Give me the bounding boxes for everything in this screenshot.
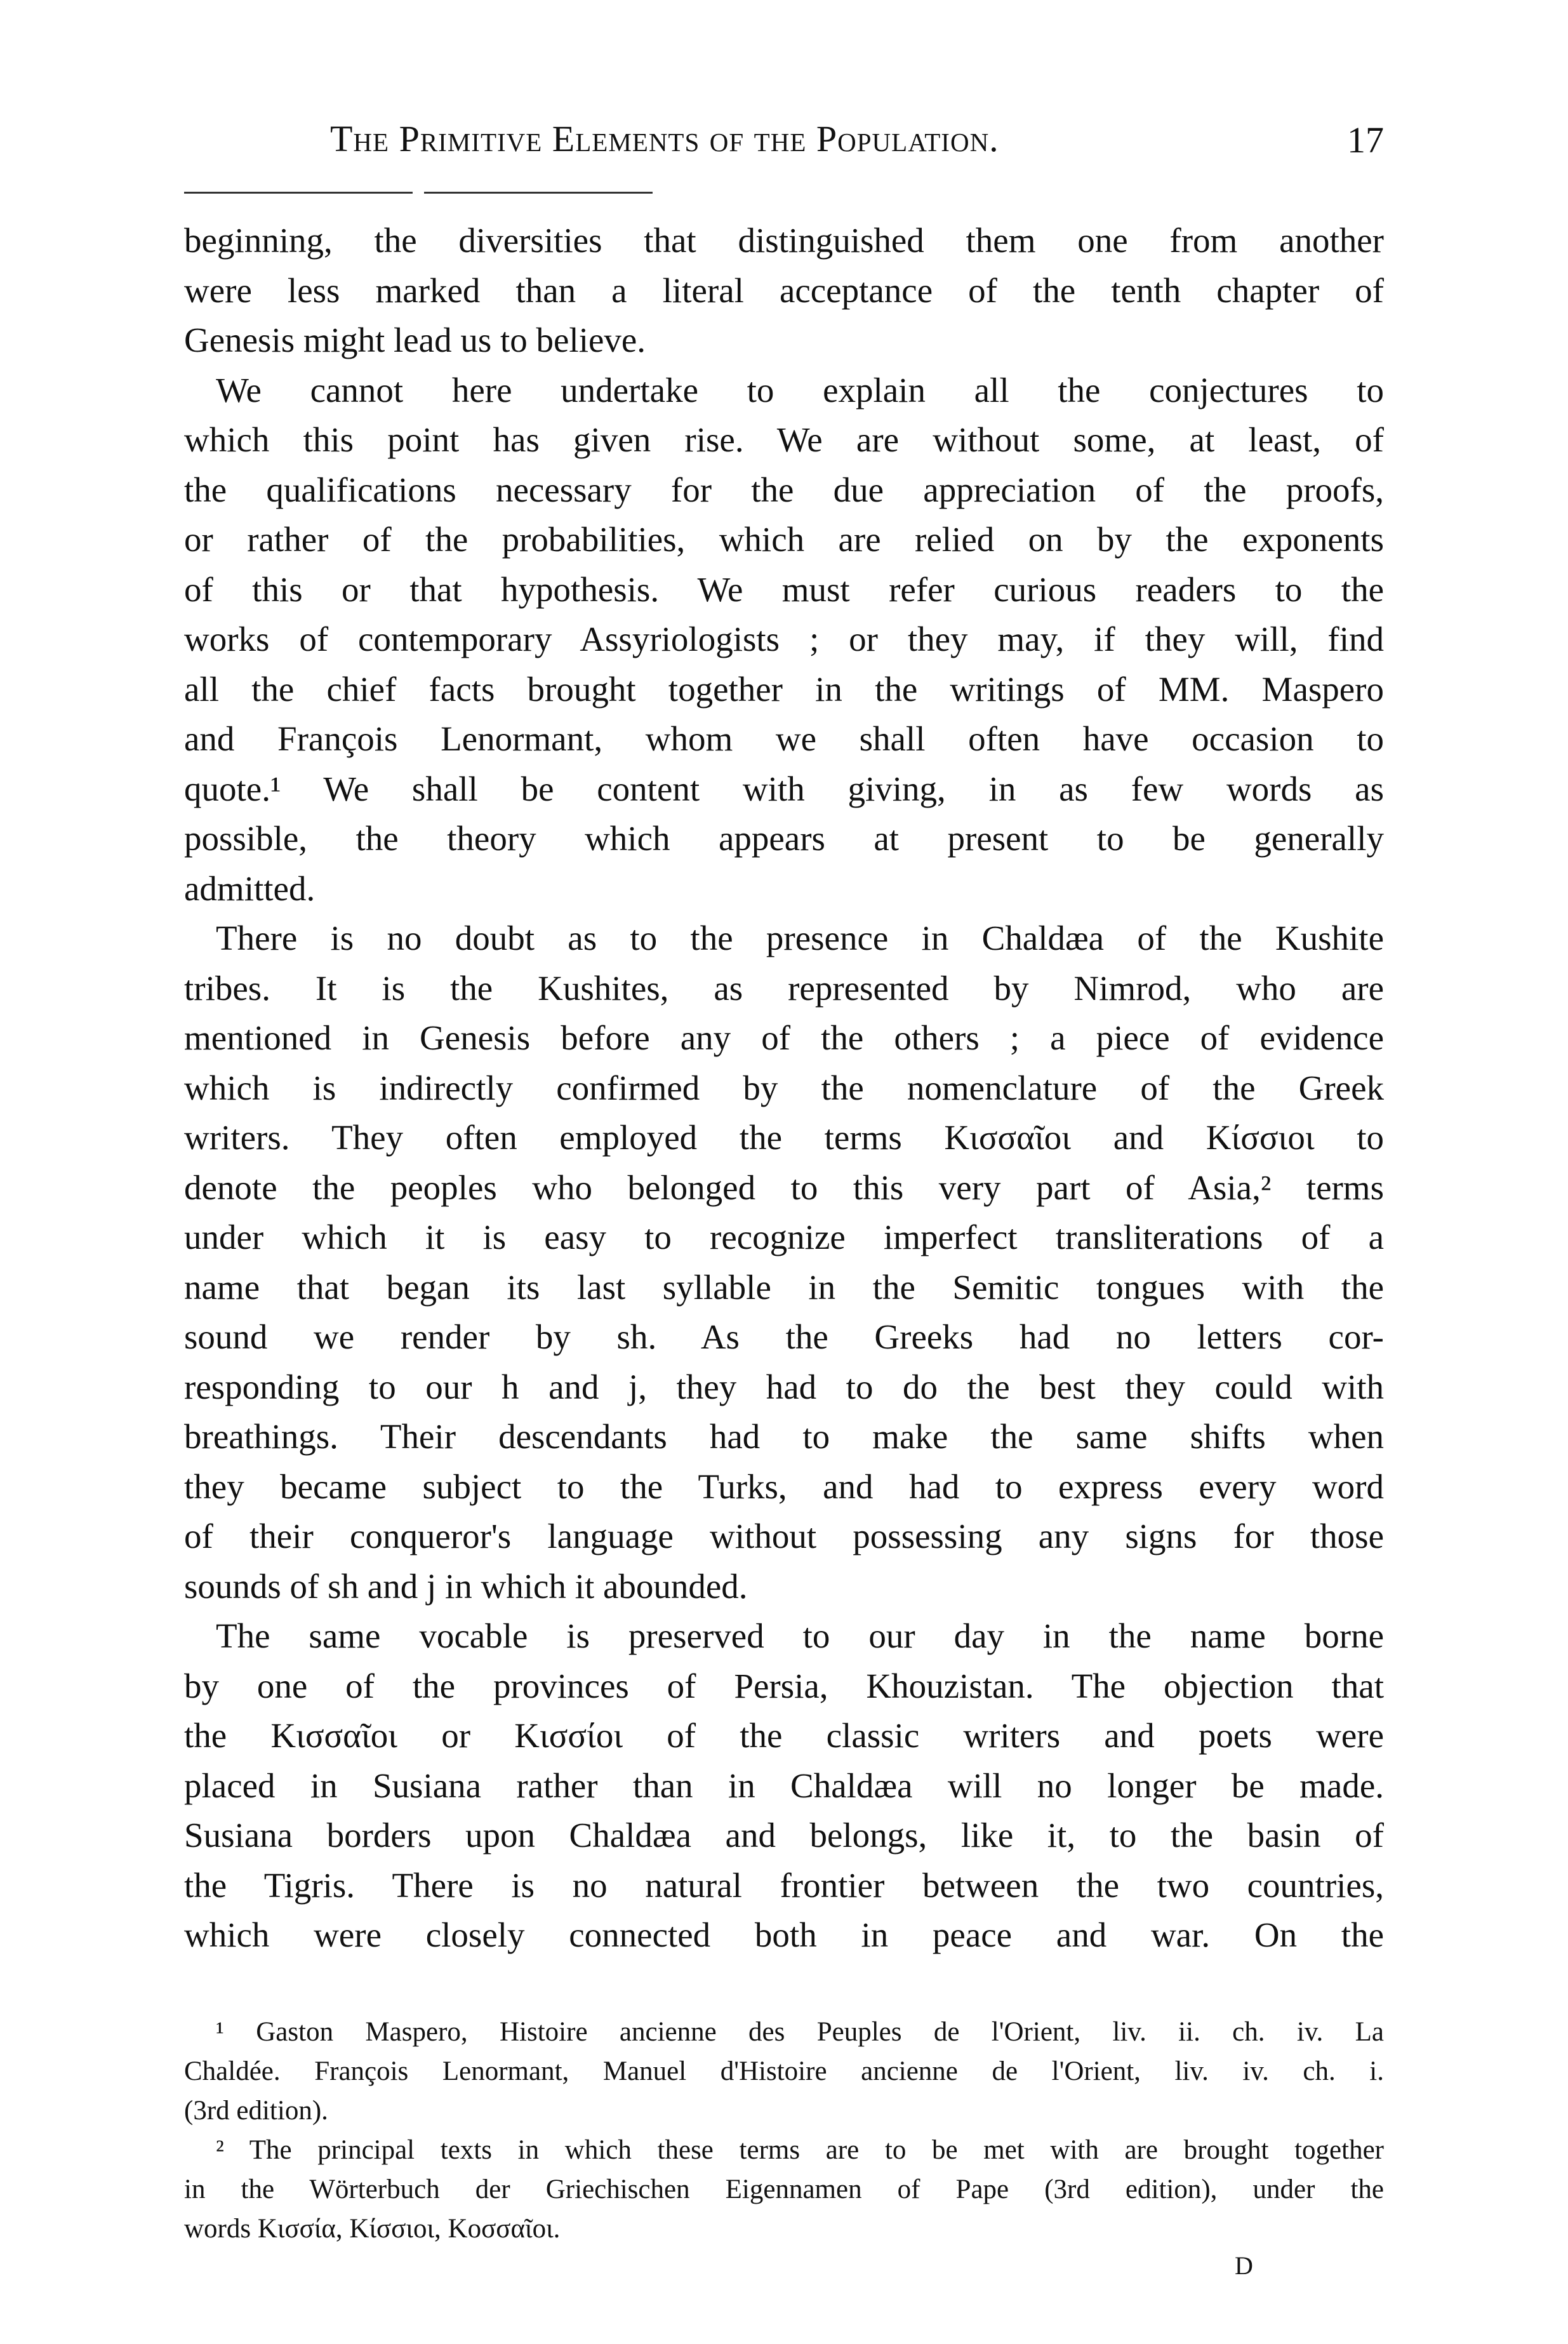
text-line: all the chief facts brought together in the writings of MM. Maspero	[184, 669, 1384, 709]
signature-mark: D	[1235, 2251, 1253, 2280]
text-line: We cannot here undertake to explain all the conjectures to	[216, 370, 1384, 410]
footnote-line: (3rd edition).	[184, 2096, 328, 2126]
running-title: The Primitive Elements of the Population.	[330, 118, 999, 159]
text-line: which this point has given rise. We are without some, at least, of	[184, 420, 1384, 459]
header-rule	[424, 192, 653, 194]
text-line: they became subject to the Turks, and had to express every word	[184, 1467, 1384, 1506]
text-line: writers. They often employed the terms Κισσαῖοι and Κίσσιοι to	[184, 1118, 1384, 1157]
footnote-line: ¹ Gaston Maspero, Histoire ancienne des Peuples de l'Orient, liv. ii. ch. iv. La	[216, 2017, 1384, 2047]
text-line: works of contemporary Assyriologists ; or they may, if they will, find	[184, 620, 1384, 658]
text-line: sound we render by sh. As the Greeks had no letters cor-	[184, 1317, 1384, 1356]
text-line: the Κισσαῖοι or Κισσίοι of the classic writers and poets were	[184, 1716, 1384, 1755]
text-line: which were closely connected both in peace and war. On the	[184, 1915, 1384, 1954]
text-line: or rather of the probabilities, which are relied on by the exponents	[184, 520, 1384, 559]
text-line: Genesis might lead us to believe.	[184, 321, 646, 359]
text-line: Susiana borders upon Chaldæa and belongs, like it, to the basin of	[184, 1816, 1384, 1855]
text-line: quote.¹ We shall be content with giving, in as few words as	[184, 769, 1384, 808]
text-line: by one of the provinces of Persia, Khouzistan. The objection that	[184, 1666, 1384, 1705]
text-line: of their conqueror's language without possessing any signs for those	[184, 1517, 1384, 1555]
header-rule	[184, 192, 413, 194]
text-line: under which it is easy to recognize imperfect transliterations of a	[184, 1218, 1384, 1256]
text-line: the Tigris. There is no natural frontier between the two countries,	[184, 1865, 1384, 1905]
text-line: possible, the theory which appears at present to be generally	[184, 819, 1384, 858]
text-line: denote the peoples who belonged to this very part of Asia,² terms	[184, 1168, 1384, 1207]
text-line: were less marked than a literal acceptance of the tenth chapter of	[184, 270, 1384, 310]
text-line: tribes. It is the Kushites, as represented by Nimrod, who are	[184, 968, 1384, 1008]
text-line: name that began its last syllable in the Semitic tongues with the	[184, 1267, 1384, 1307]
footnote-line: ² The principal texts in which these terms are to be met with are brought together	[216, 2135, 1384, 2165]
text-line: sounds of sh and j in which it abounded.	[184, 1566, 748, 1606]
text-line: the qualifications necessary for the due appreciation of the proofs,	[184, 470, 1384, 509]
footnotes	[184, 2013, 1384, 2249]
text-line: beginning, the diversities that distinguished them one from another	[184, 221, 1384, 260]
running-header	[184, 117, 1384, 168]
text-line: placed in Susiana rather than in Chaldæa will no longer be made.	[184, 1766, 1384, 1805]
text-line: responding to our h and j, they had to do the best they could with	[184, 1367, 1384, 1406]
text-line: There is no doubt as to the presence in Chaldæa of the Kushite	[216, 919, 1384, 957]
text-line: and François Lenormant, whom we shall often have occasion to	[184, 719, 1384, 758]
body-text	[184, 216, 1384, 1961]
footnote-line: words Κισσία, Κίσσιοι, Κοσσαῖοι.	[184, 2214, 561, 2244]
text-line: which is indirectly confirmed by the nomenclature of the Greek	[184, 1068, 1384, 1107]
footnote-line: Chaldée. François Lenormant, Manuel d'Histoire ancienne de l'Orient, liv. iv. ch. i.	[184, 2056, 1384, 2086]
text-line: admitted.	[184, 869, 316, 908]
footnote-line: in the Wörterbuch der Griechischen Eigennamen of Pape (3rd edition), under the	[184, 2174, 1384, 2204]
text-line: The same vocable is preserved to our day in the name borne	[216, 1616, 1384, 1655]
page-number: 17	[1347, 119, 1384, 161]
text-line: of this or that hypothesis. We must refer curious readers to the	[184, 569, 1384, 609]
text-line: breathings. Their descendants had to make the same shifts when	[184, 1417, 1384, 1456]
text-line: mentioned in Genesis before any of the others ; a piece of evidence	[184, 1018, 1384, 1057]
